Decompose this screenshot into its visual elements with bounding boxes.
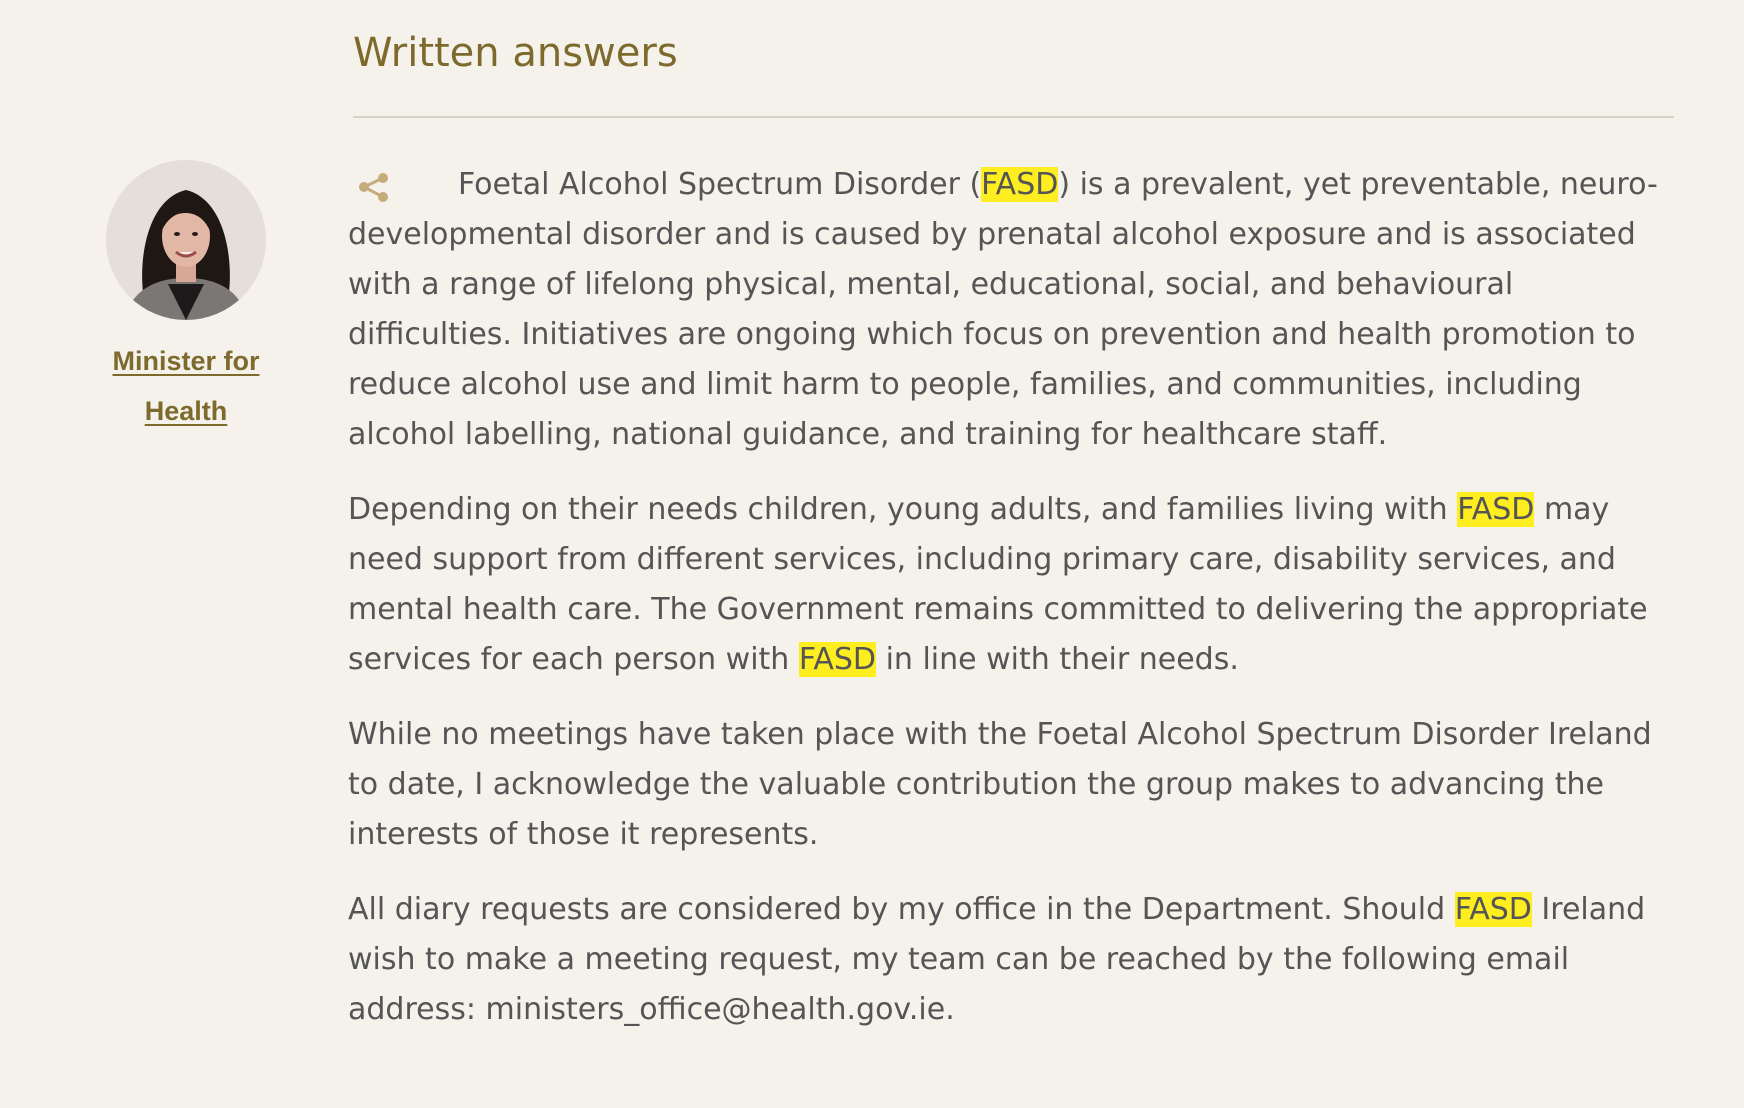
search-highlight: FASD (1457, 492, 1535, 527)
answer-paragraph-4: All diary requests are considered by my office in the Department. Should FASD Ireland wish to make a meeting request, my team can be reached by the following email address: ministers_office@health.gov.ie. (348, 892, 1646, 1027)
answer-paragraph-3: While no meetings have taken place with the Foetal Alcohol Spectrum Disorder Ireland to date, I acknowledge the valuable contribution the group makes to advancing the interests of those it represents. (348, 717, 1652, 852)
search-highlight: FASD (1454, 892, 1532, 927)
speaker-role-line2: Health (144, 396, 228, 426)
speaker-role-link[interactable] (80, 336, 292, 436)
answer-body (348, 160, 1678, 1060)
avatar-portrait (106, 160, 266, 320)
speaker-block (80, 160, 292, 436)
search-highlight: FASD (981, 167, 1059, 202)
answer-paragraph-1: Foetal Alcohol Spectrum Disorder (FASD) is a prevalent, yet preventable, neuro-developmental disorder and is caused by prenatal alcohol exposure and is associated with a range of lifelong physical, mental, educational, social, and behavioural difficulties. Initiatives are ongoing which focus on prevention and health promotion to reduce alcohol use and limit harm to people, families, and communities, including alcohol labelling, national guidance, and training for healthcare staff. (348, 167, 1658, 452)
search-highlight: FASD (798, 642, 877, 677)
share-icon[interactable] (356, 170, 390, 204)
section-title: Written answers (353, 30, 678, 76)
answer-paragraph-2: Depending on their needs children, young adults, and families living with FASD may need support from different services, including primary care, disability services, and mental health care. The Government remains committed to delivering the appropriate services for each person with FASD in line with their needs. (348, 492, 1648, 677)
avatar[interactable] (106, 160, 266, 320)
speaker-role-line1: Minister for (112, 346, 260, 376)
section-divider (353, 116, 1674, 118)
